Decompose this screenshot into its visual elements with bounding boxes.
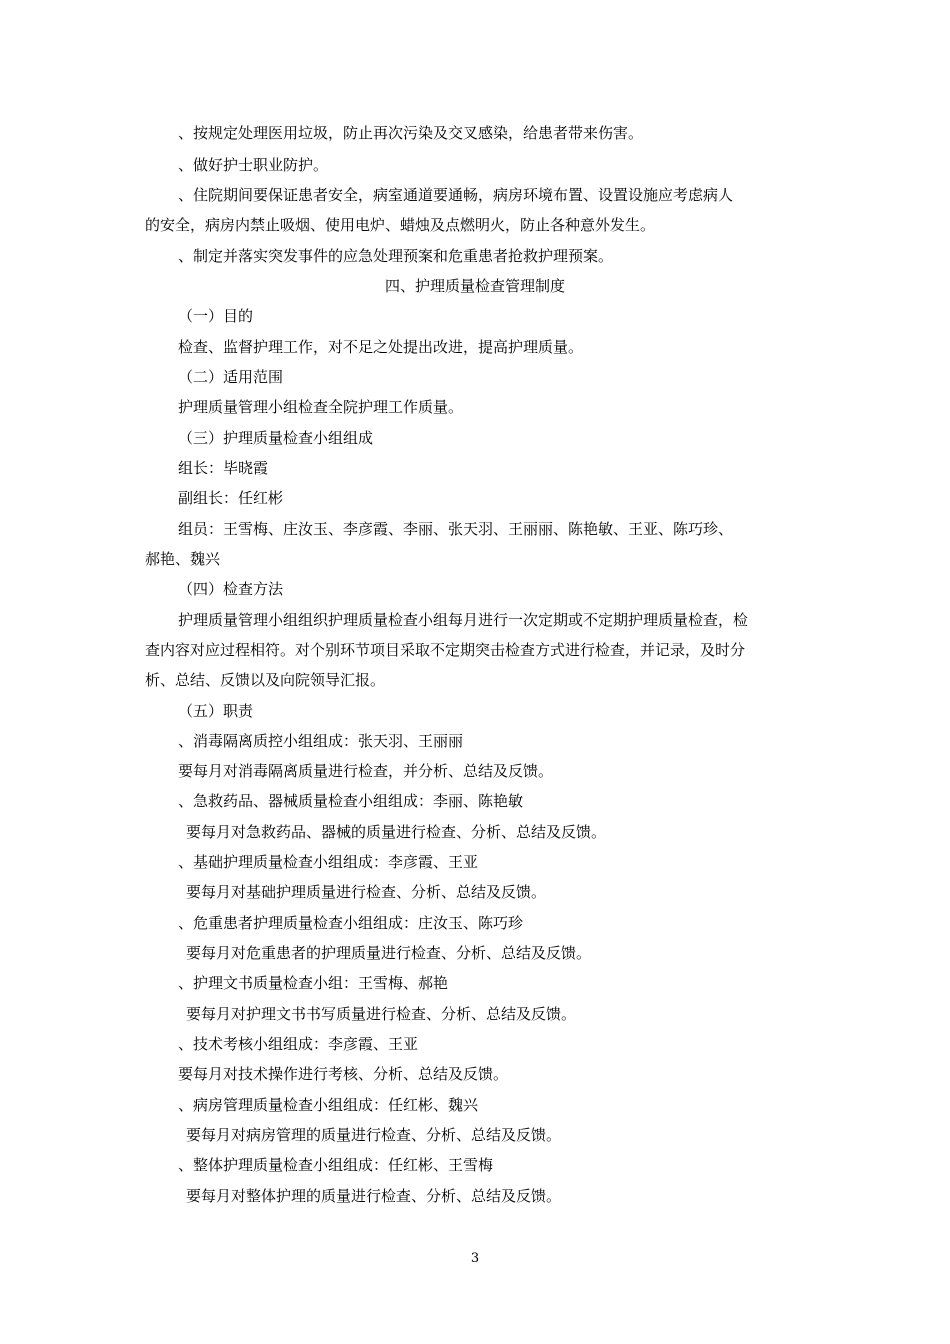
paragraph-line: 要每月对整体护理的质量进行检查、分析、总结及反馈。 [186,1187,562,1205]
paragraph-line: 检查、监督护理工作，对不足之处提出改进，提高护理质量。 [178,338,584,356]
paragraph-line: 、危重患者护理质量检查小组组成：庄汝玉、陈巧珍 [178,914,524,932]
paragraph-line: 的安全，病房内禁止吸烟、使用电炉、蜡烛及点燃明火，防止各种意外发生。 [145,216,656,234]
paragraph-line: 要每月对消毒隔离质量进行检查，并分析、总结及反馈。 [178,762,554,780]
paragraph-line: 、按规定处理医用垃圾，防止再次污染及交叉感染，给患者带来伤害。 [178,124,644,142]
paragraph-line: 要每月对护理文书书写质量进行检查、分析、总结及反馈。 [186,1005,577,1023]
paragraph-line: 要每月对危重患者的护理质量进行检查、分析、总结及反馈。 [186,944,592,962]
page-number: 3 [470,1251,480,1266]
paragraph-line: 、基础护理质量检查小组组成：李彦霞、王亚 [178,853,479,871]
paragraph-line: 、做好护士职业防护。 [178,156,329,174]
paragraph-line: 查内容对应过程相符。对个别环节项目采取不定期突击检查方式进行检查，并记录，及时分 [145,641,746,659]
paragraph-line: 、急救药品、器械质量检查小组组成：李丽、陈艳敏 [178,792,524,810]
paragraph-line: 、住院期间要保证患者安全，病室通道要通畅，病房环境布置、设置设施应考虑病人 [178,186,734,204]
subsection-heading: （二）适用范围 [178,368,284,386]
paragraph-line: 、制定并落实突发事件的应急处理预案和危重患者抢救护理预案。 [178,247,614,265]
paragraph-line: 析、总结、反馈以及向院领导汇报。 [145,671,386,689]
paragraph-line: 副组长：任红彬 [178,489,284,507]
paragraph-line: 要每月对急救药品、器械的质量进行检查、分析、总结及反馈。 [186,823,607,841]
paragraph-line: 组员：王雪梅、庄汝玉、李彦霞、李丽、张天羽、王丽丽、陈艳敏、王亚、陈巧珍、 [178,520,734,538]
paragraph-line: 、病房管理质量检查小组组成：任红彬、魏兴 [178,1096,479,1114]
paragraph-line: 、整体护理质量检查小组组成：任红彬、王雪梅 [178,1156,494,1174]
paragraph-line: 要每月对病房管理的质量进行检查、分析、总结及反馈。 [186,1126,562,1144]
paragraph-line: 、技术考核小组组成：李彦霞、王亚 [178,1035,419,1053]
subsection-heading: （三）护理质量检查小组组成 [178,429,374,447]
subsection-heading: （五）职责 [178,702,254,720]
section-title: 四、护理质量检查管理制度 [384,277,565,295]
paragraph-line: 要每月对技术操作进行考核、分析、总结及反馈。 [178,1065,509,1083]
paragraph-line: 护理质量管理小组组织护理质量检查小组每月进行一次定期或不定期护理质量检查，检 [178,611,749,629]
paragraph-line: 护理质量管理小组检查全院护理工作质量。 [178,398,464,416]
paragraph-line: 、消毒隔离质控小组组成：张天羽、王丽丽 [178,732,464,750]
paragraph-line: 郝艳、魏兴 [145,550,221,568]
paragraph-line: 组长：毕晓霞 [178,459,269,477]
subsection-heading: （一）目的 [178,307,254,325]
paragraph-line: 要每月对基础护理质量进行检查、分析、总结及反馈。 [186,883,547,901]
paragraph-line: 、护理文书质量检查小组：王雪梅、郝艳 [178,974,449,992]
subsection-heading: （四）检查方法 [178,580,284,598]
